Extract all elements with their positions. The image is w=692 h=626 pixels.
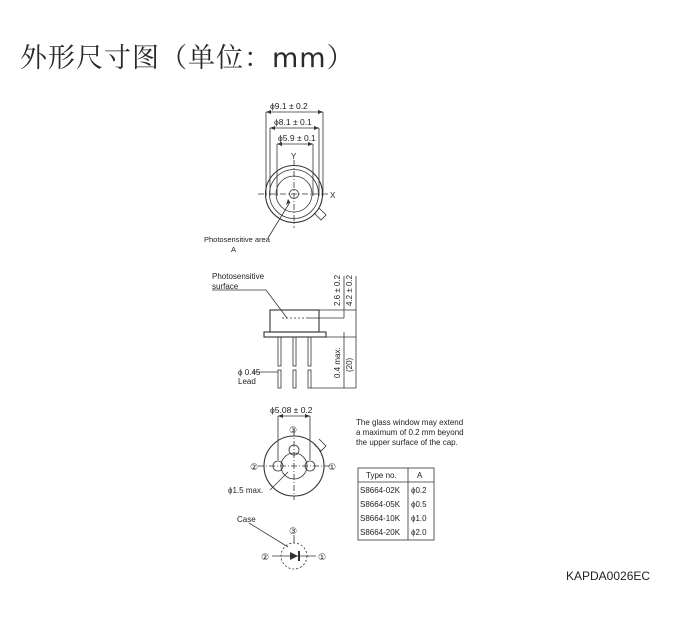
table-row-a: ϕ2.0 bbox=[411, 528, 427, 537]
table-row-a: ϕ0.5 bbox=[411, 500, 427, 509]
dim-lead-length-label: (20) bbox=[345, 357, 354, 372]
schematic bbox=[249, 523, 316, 569]
dim-inner-label: ϕ5.9 ± 0.1 bbox=[278, 133, 316, 143]
table-row-type: S8664-02K bbox=[360, 486, 401, 495]
page-title: 外形尺寸图（单位：mm） bbox=[20, 43, 355, 74]
dim-mid-label: ϕ8.1 ± 0.1 bbox=[274, 117, 312, 127]
pin-circle-label: ϕ5.08 ± 0.2 bbox=[270, 405, 313, 415]
top-view bbox=[258, 112, 328, 238]
surface-label-2: surface bbox=[212, 282, 239, 291]
surface-label-1: Photosensitive bbox=[212, 272, 265, 281]
table-header-a: A bbox=[417, 471, 423, 480]
schematic-pin1: ① bbox=[318, 552, 327, 562]
axis-y-label: Y bbox=[291, 152, 297, 161]
note-line-3: the upper surface of the cap. bbox=[356, 438, 458, 447]
pin2-label: ② bbox=[250, 462, 259, 472]
table-row-type: S8664-20K bbox=[360, 528, 401, 537]
axis-x-label: X bbox=[330, 191, 336, 200]
area-label: Photosensitive area bbox=[204, 235, 270, 244]
pin-dia-label: ϕ1.5 max. bbox=[228, 486, 264, 495]
pin1-label: ① bbox=[328, 462, 337, 472]
note-line-1: The glass window may extend bbox=[356, 418, 464, 427]
lead-label: Lead bbox=[238, 377, 256, 386]
dim-surface-label: 2.6 ± 0.2 bbox=[333, 274, 342, 306]
table-header-type: Type no. bbox=[366, 471, 397, 480]
schematic-pin3: ③ bbox=[289, 526, 298, 536]
dim-outer-label: ϕ9.1 ± 0.2 bbox=[270, 101, 308, 111]
table-row-type: S8664-05K bbox=[360, 500, 401, 509]
case-label: Case bbox=[237, 515, 256, 524]
reference-code: KAPDA0026EC bbox=[566, 569, 651, 583]
lead-dia-label: ϕ 0.45 bbox=[238, 368, 261, 377]
table-row-type: S8664-10K bbox=[360, 514, 401, 523]
schematic-pin2: ② bbox=[261, 552, 270, 562]
table-row-a: ϕ1.0 bbox=[411, 514, 427, 523]
note-line-2: a maximum of 0.2 mm beyond bbox=[356, 428, 464, 437]
dim-height-label: 4.2 ± 0.2 bbox=[345, 274, 354, 306]
dim-flange-label: 0.4 max. bbox=[333, 347, 342, 378]
table-row-a: ϕ0.2 bbox=[411, 486, 427, 495]
diode-symbol bbox=[290, 552, 298, 560]
area-symbol: A bbox=[231, 245, 237, 254]
pin3-label: ③ bbox=[289, 425, 298, 435]
